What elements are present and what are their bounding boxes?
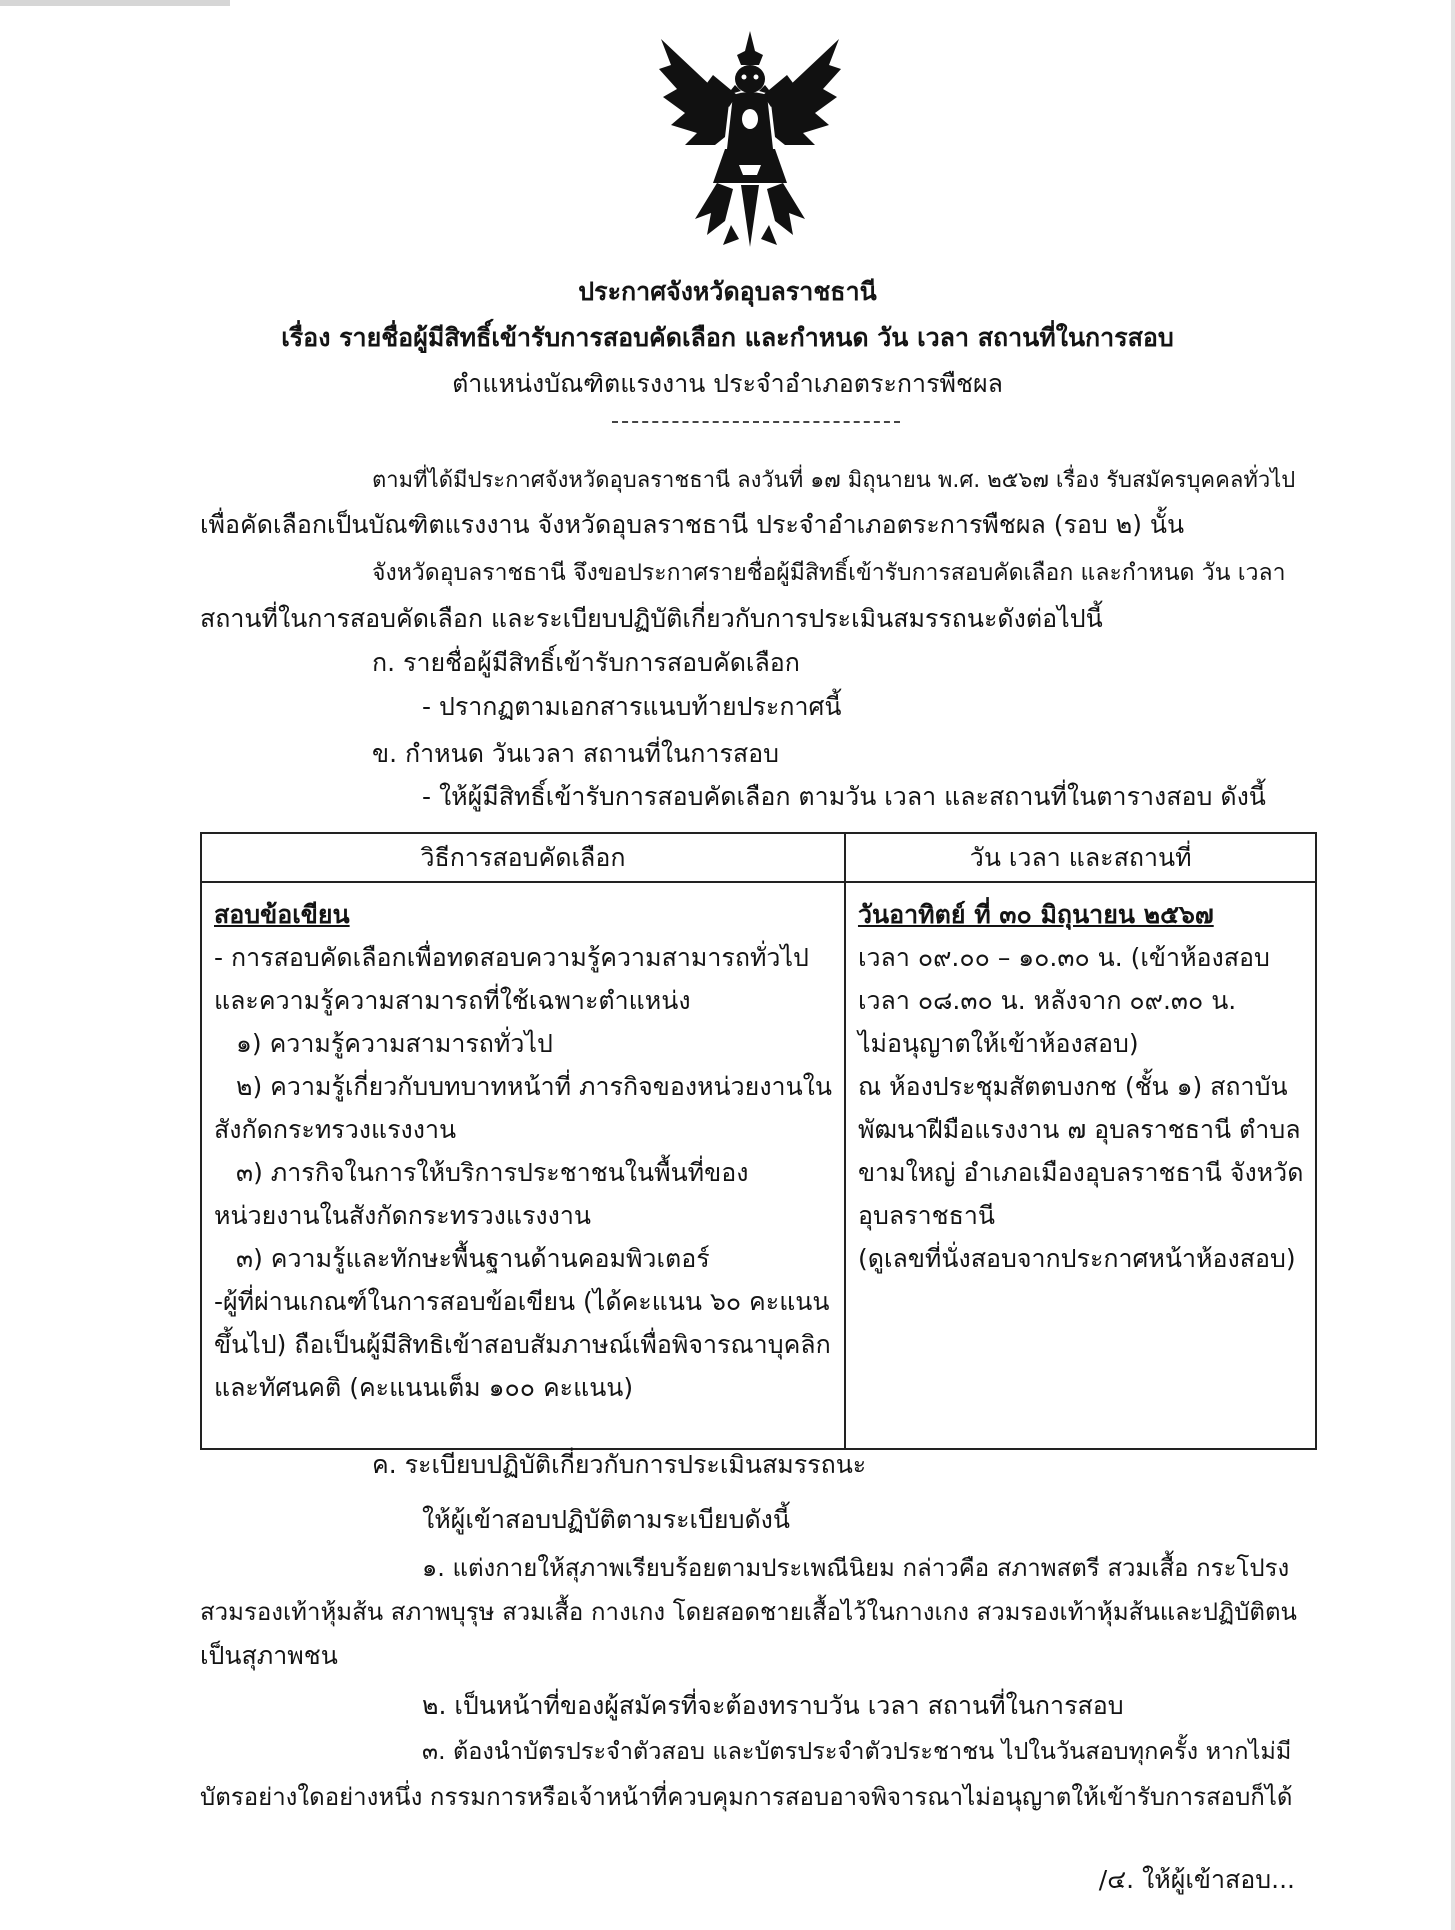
section-a-heading: ก. รายชื่อผู้มีสิทธิ์เข้ารับการสอบคัดเลือก	[372, 648, 800, 677]
rule-3-line1: ๓. ต้องนำบัตรประจำตัวสอบ และบัตรประจำตัวประชาชน ไปในวันสอบทุกครั้ง หากไม่มี	[422, 1737, 1292, 1765]
method-line: ๓) ภารกิจในการให้บริการประชาชนในพื้นที่ของ	[236, 1158, 749, 1187]
intro-p1-line1: ตามที่ได้มีประกาศจังหวัดอุบลราชธานี ลงวันที่ ๑๗ มิถุนายน พ.ศ. ๒๕๖๗ เรื่อง รับสมัครบุคคลทั่วไป	[372, 468, 1296, 493]
method-line: หน่วยงานในสังกัดกระทรวงแรงงาน	[214, 1201, 591, 1230]
method-line: สังกัดกระทรวงแรงงาน	[214, 1115, 457, 1144]
scan-edge-top	[0, 0, 230, 6]
table-header-method: วิธีการสอบคัดเลือก	[201, 833, 845, 882]
garuda-emblem-icon	[655, 25, 845, 255]
rule-1-line2: สวมรองเท้าหุ้มส้น สภาพบุรุษ สวมเสื้อ กางเกง โดยสอดชายเสื้อไว้ในกางเกง สวมรองเท้าหุ้มส้นและปฏิบัติตน	[200, 1598, 1297, 1626]
schedule-line: พัฒนาฝีมือแรงงาน ๗ อุบลราชธานี ตำบล	[857, 1115, 1301, 1144]
section-c-heading: ค. ระเบียบปฏิบัติเกี่ยวกับการประเมินสมรรถนะ	[372, 1450, 867, 1479]
method-line: ๑) ความรู้ความสามารถทั่วไป	[236, 1029, 553, 1058]
schedule-line: ไม่อนุญาตให้เข้าห้องสอบ)	[857, 1029, 1139, 1058]
table-header-schedule: วัน เวลา และสถานที่	[845, 833, 1316, 882]
schedule-cell	[845, 882, 1316, 1449]
intro-p2-line2: สถานที่ในการสอบคัดเลือก และระเบียบปฏิบัติเกี่ยวกับการประเมินสมรรถนะดังต่อไปนี้	[200, 604, 1103, 633]
announcement-position: ตำแหน่งบัณฑิตแรงงาน ประจำอำเภอตระการพืชผล	[452, 369, 1003, 398]
continuation-note: /๔. ให้ผู้เข้าสอบ...	[1098, 1865, 1295, 1894]
method-line: และความรู้ความสามารถที่ใช้เฉพาะตำแหน่ง	[214, 986, 691, 1015]
section-c-intro: ให้ผู้เข้าสอบปฏิบัติตามระเบียบดังนี้	[422, 1505, 790, 1534]
method-line: ๓) ความรู้และทักษะพื้นฐานด้านคอมพิวเตอร์	[236, 1244, 710, 1273]
schedule-line: เวลา ๐๘.๓๐ น. หลังจาก ๐๙.๓๐ น.	[857, 986, 1237, 1015]
section-b-heading: ข. กำหนด วันเวลา สถานที่ในการสอบ	[372, 739, 779, 768]
exam-schedule-table	[200, 832, 1317, 1450]
schedule-line: เวลา ๐๙.๐๐ – ๑๐.๓๐ น. (เข้าห้องสอบ	[857, 943, 1270, 972]
rule-2: ๒. เป็นหน้าที่ของผู้สมัครที่จะต้องทราบวัน เวลา สถานที่ในการสอบ	[422, 1691, 1124, 1720]
method-title: สอบข้อเขียน	[214, 900, 350, 929]
method-cell	[201, 882, 845, 1449]
intro-p2-line1: จังหวัดอุบลราชธานี จึงขอประกาศรายชื่อผู้มีสิทธิ์เข้ารับการสอบคัดเลือก และกำหนด วัน เวลา	[372, 560, 1286, 586]
rule-1-line3: เป็นสุภาพชน	[200, 1641, 338, 1670]
intro-p1-line2: เพื่อคัดเลือกเป็นบัณฑิตแรงงาน จังหวัดอุบลราชธานี ประจำอำเภอตระการพืชผล (รอบ ๒) นั้น	[200, 510, 1185, 539]
schedule-line: (ดูเลขที่นั่งสอบจากประกาศหน้าห้องสอบ)	[857, 1244, 1296, 1273]
section-a-item: - ปรากฏตามเอกสารแนบท้ายประกาศนี้	[422, 692, 842, 721]
schedule-date: วันอาทิตย์ ที่ ๓๐ มิถุนายน ๒๕๖๗	[857, 900, 1214, 929]
section-b-item: - ให้ผู้มีสิทธิ์เข้ารับการสอบคัดเลือก ตามวัน เวลา และสถานที่ในตารางสอบ ดังนี้	[422, 782, 1266, 811]
announcement-title: ประกาศจังหวัดอุบลราชธานี	[578, 277, 877, 306]
announcement-subject: เรื่อง รายชื่อผู้มีสิทธิ์เข้ารับการสอบคัดเลือก และกำหนด วัน เวลา สถานที่ในการสอบ	[281, 323, 1174, 352]
table-header-row	[201, 833, 1316, 882]
method-line: ขึ้นไป) ถือเป็นผู้มีสิทธิเข้าสอบสัมภาษณ์เพื่อพิจารณาบุคลิก	[214, 1330, 831, 1359]
rule-1-line1: ๑. แต่งกายให้สุภาพเรียบร้อยตามประเพณีนิยม กล่าวคือ สภาพสตรี สวมเสื้อ กระโปรง	[422, 1554, 1290, 1582]
rule-3-line2: บัตรอย่างใดอย่างหนึ่ง กรรมการหรือเจ้าหน้าที่ควบคุมการสอบอาจพิจารณาไม่อนุญาตให้เข้ารับการสอบก็ได้	[200, 1783, 1293, 1811]
schedule-line: อุบลราชธานี	[857, 1201, 995, 1230]
schedule-line: ขามใหญ่ อำเภอเมืองอุบลราชธานี จังหวัด	[857, 1158, 1304, 1187]
method-line: -ผู้ที่ผ่านเกณฑ์ในการสอบข้อเขียน (ได้คะแนน ๖๐ คะแนน	[214, 1287, 830, 1316]
schedule-line: ณ ห้องประชุมสัตตบงกช (ชั้น ๑) สถาบัน	[857, 1072, 1288, 1101]
header-divider	[612, 421, 900, 423]
table-row	[201, 882, 1316, 1449]
method-line: ๒) ความรู้เกี่ยวกับบทบาทหน้าที่ ภารกิจของหน่วยงานใน	[236, 1072, 832, 1101]
method-line: และทัศนคติ (คะแนนเต็ม ๑๐๐ คะแนน)	[214, 1373, 634, 1402]
method-line: - การสอบคัดเลือกเพื่อทดสอบความรู้ความสามารถทั่วไป	[214, 943, 809, 972]
